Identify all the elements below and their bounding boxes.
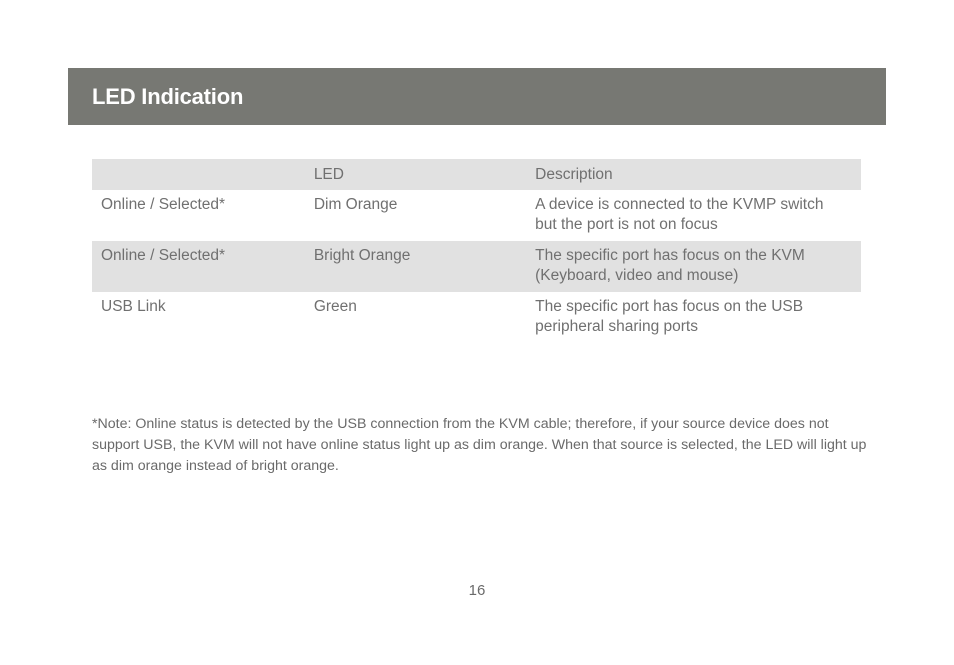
cell-description: A device is connected to the KVMP switch but the port is not on focus bbox=[535, 196, 824, 233]
cell-status: Online / Selected* bbox=[101, 196, 226, 213]
table-row bbox=[92, 292, 861, 343]
footnote: *Note: Online status is detected by the USB connection from the KVM cable; therefore, if your source device does not support USB, the KVM will not have online status light up as dim orange. When that source is selected, the LED will light up as dim orange instead of bright orange. bbox=[92, 416, 867, 474]
cell-description: The specific port has focus on the KVM (Keyboard, video and mouse) bbox=[535, 247, 805, 284]
led-indication-table bbox=[92, 159, 861, 343]
cell-led: Bright Orange bbox=[313, 247, 411, 264]
section-title: LED Indication bbox=[92, 84, 244, 109]
table-header-row bbox=[92, 159, 861, 190]
table-row bbox=[92, 241, 861, 292]
column-header-led: LED bbox=[313, 166, 344, 183]
cell-status: Online / Selected* bbox=[101, 247, 226, 264]
column-header-status bbox=[92, 159, 314, 190]
cell-status: USB Link bbox=[101, 298, 166, 315]
column-header-description: Description bbox=[535, 166, 613, 183]
section-header-bar bbox=[68, 68, 886, 125]
cell-description: The specific port has focus on the USB peripheral sharing ports bbox=[535, 298, 804, 335]
cell-led: Dim Orange bbox=[313, 196, 398, 213]
cell-led: Green bbox=[313, 298, 357, 315]
page-number: 16 bbox=[468, 582, 486, 599]
table-row bbox=[92, 190, 861, 241]
